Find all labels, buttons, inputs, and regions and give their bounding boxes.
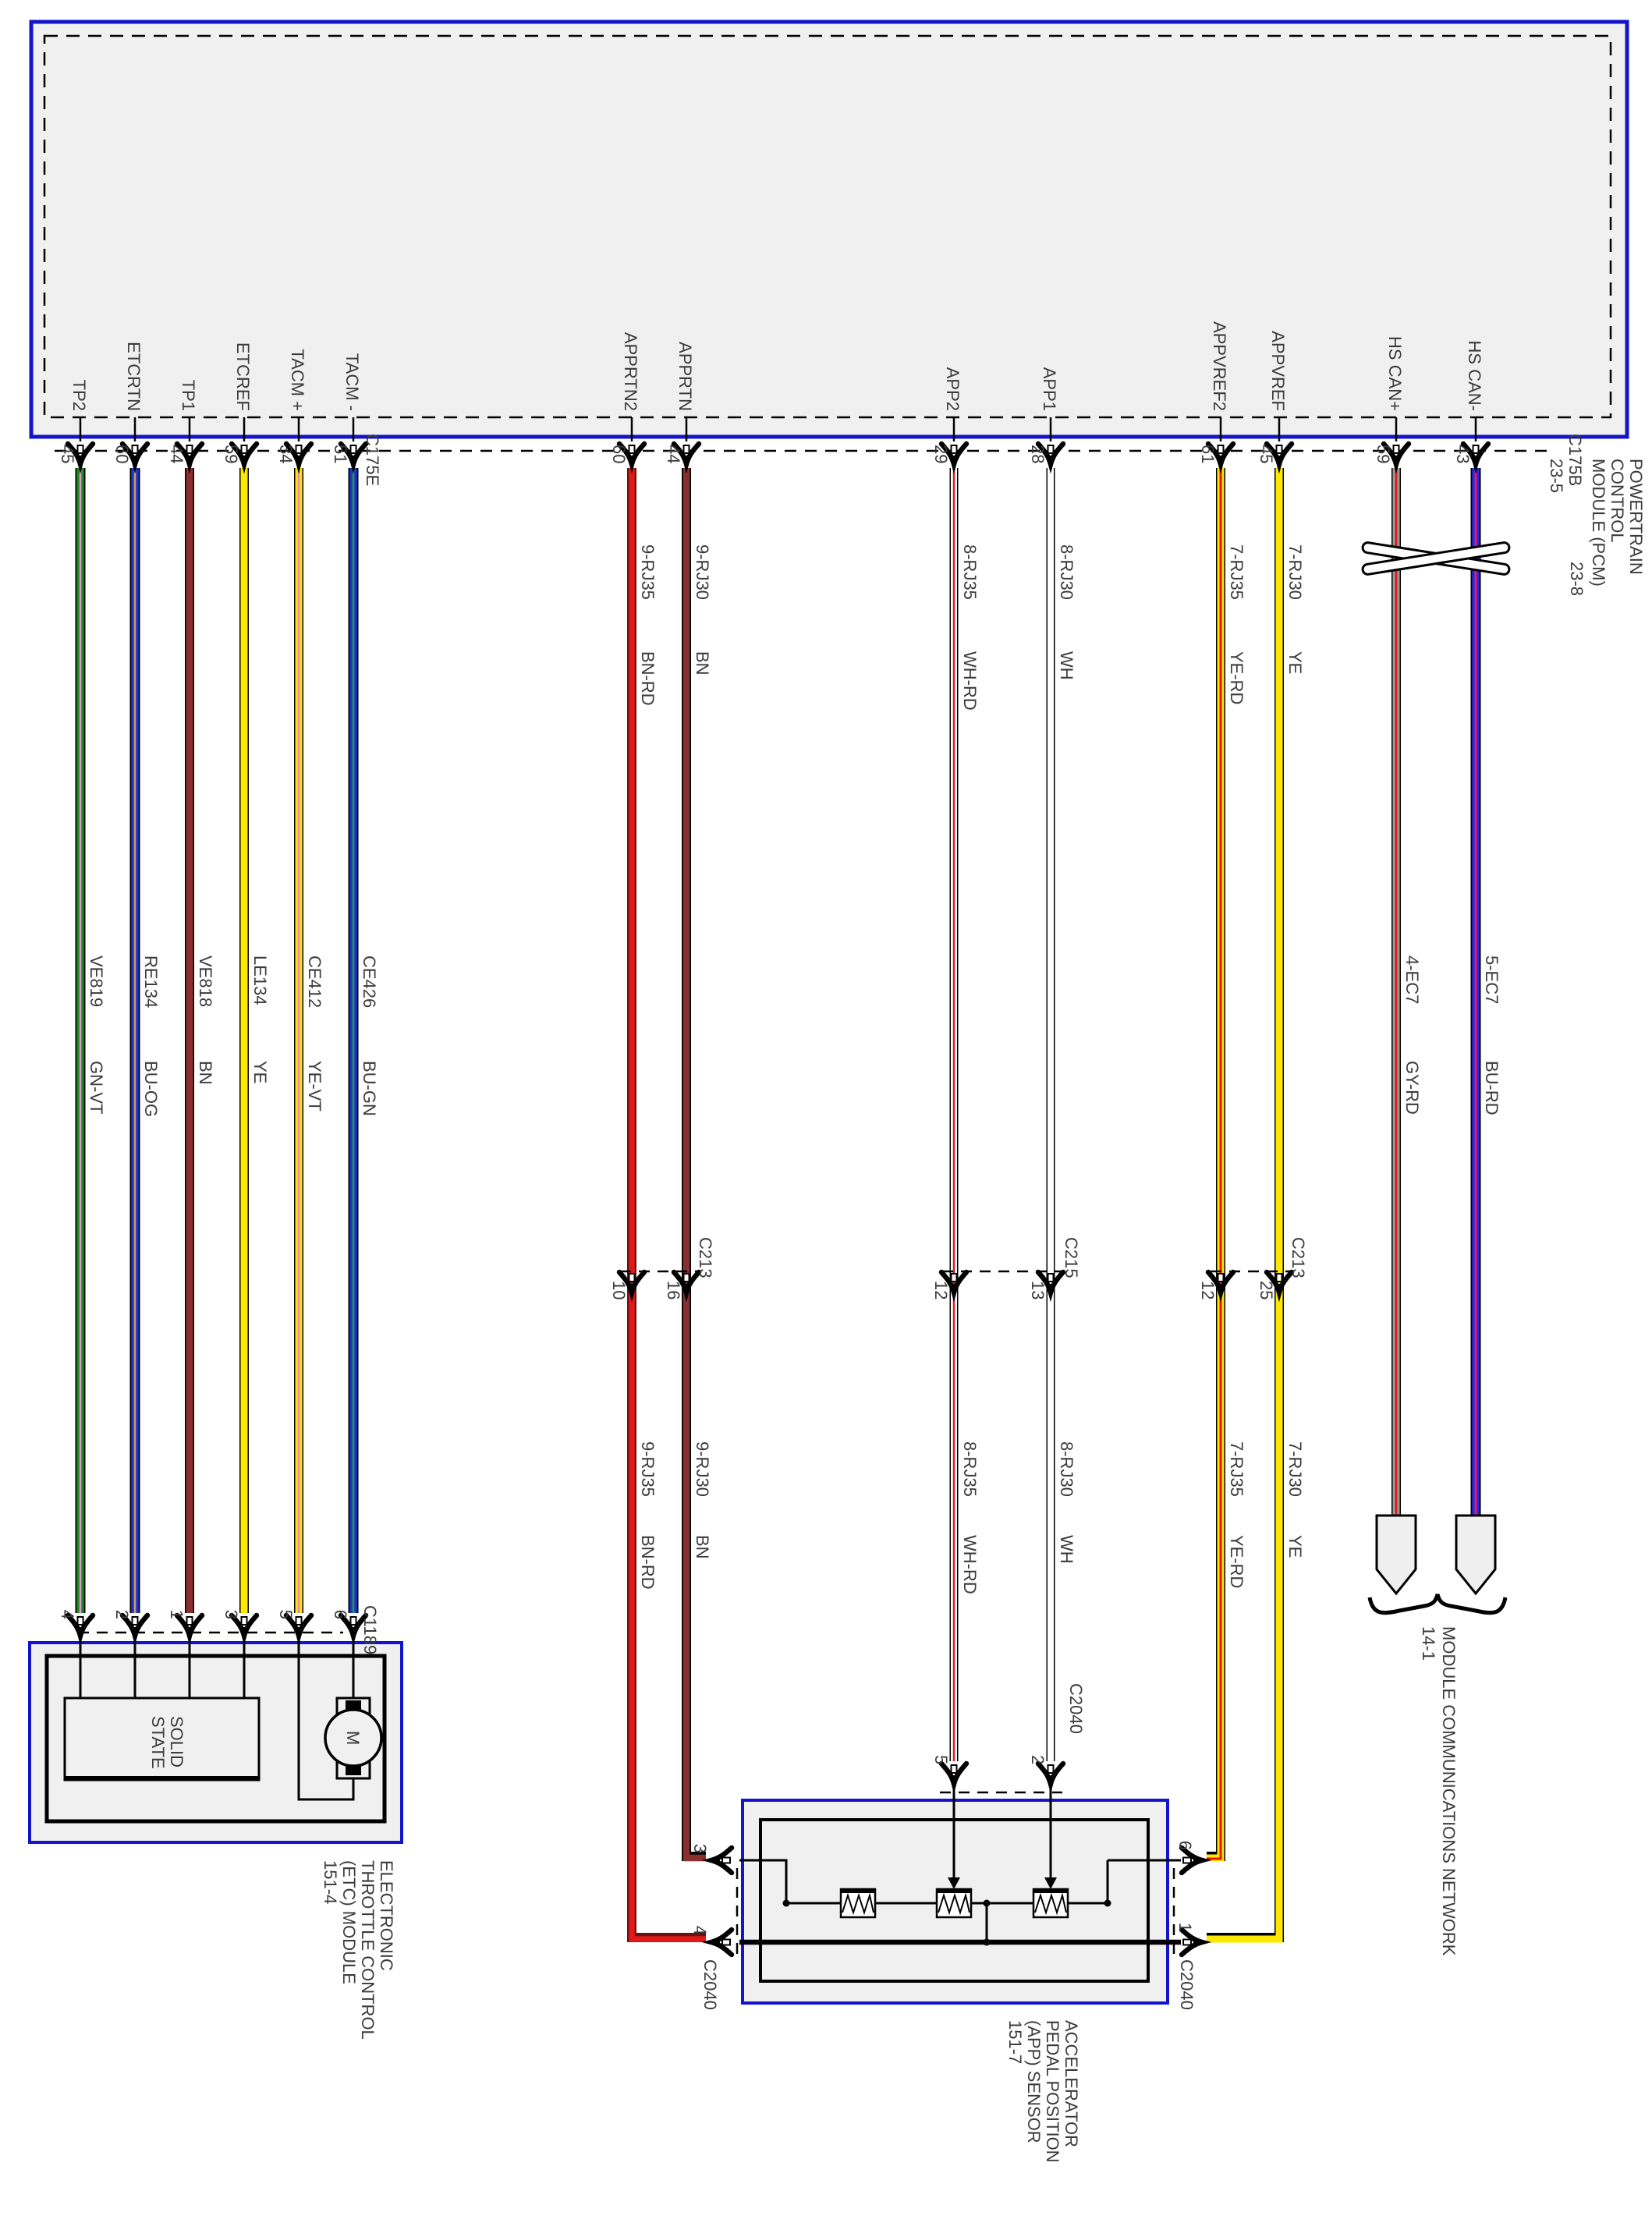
wire-circuit-label: 8-RJ30: [1057, 1441, 1076, 1497]
junction-pin-number: 12: [931, 1281, 951, 1300]
pcm-pin-number: 61: [1198, 445, 1218, 464]
pcm-pin-number: 43: [1453, 445, 1473, 464]
pcm-pin-name: TP1: [179, 379, 198, 411]
wire-color-label: BN: [196, 1061, 215, 1085]
pcm-pin-number: 45: [58, 445, 77, 464]
app-resistors: [841, 1889, 1068, 1917]
wire-9rj30-bn: [686, 468, 706, 1858]
pcm-page-ref: 23-8: [1567, 562, 1586, 597]
wire-circuit-label: 9-RJ35: [638, 544, 658, 600]
wire-color-label: BN: [693, 1535, 712, 1559]
wire-color-label: YE: [250, 1061, 270, 1084]
wire-color-label: BU-RD: [1482, 1061, 1501, 1115]
junction-connector-label: C213: [696, 1237, 715, 1278]
etc-pin-number: 2: [112, 1609, 132, 1619]
etc-pin-number: 3: [222, 1609, 241, 1619]
twisted-pair-icon: [1362, 542, 1510, 576]
wire-circuit-label: CE426: [360, 955, 379, 1009]
junction-connector-label: C215: [1062, 1237, 1081, 1278]
pcm-pin-name: TP2: [69, 379, 89, 411]
pcm-pin-name: HS CAN-: [1465, 340, 1484, 411]
app-pin-number: 2: [1028, 1755, 1048, 1765]
wire-circuit-label: VE819: [87, 955, 106, 1008]
wire-color-label: WH: [1057, 651, 1076, 680]
network-terminals: [1370, 1516, 1505, 1613]
pcm-pin-number: 60: [112, 445, 132, 464]
wire-color-label: YE: [1285, 1535, 1305, 1558]
network-title: MODULE COMMUNICATIONS NETWORK: [1439, 1626, 1459, 1956]
network-page-ref: 14-1: [1419, 1626, 1438, 1661]
pcm-pin-name: APPVREF2: [1210, 321, 1229, 411]
pcm-pin-number: 34: [276, 445, 296, 464]
connector-label-c2040-right: C2040: [1177, 1959, 1196, 2010]
wire-color-label: BU-GN: [360, 1061, 379, 1116]
junction-pin-number: 25: [1257, 1281, 1276, 1300]
connector-label-c175e: C175E: [363, 434, 382, 487]
pcm-pin-name: HS CAN+: [1385, 336, 1405, 411]
resistor-icon: [1033, 1889, 1068, 1917]
wire-labels-lower: [638, 1441, 1305, 1594]
app-pin-number: 6: [1175, 1840, 1195, 1850]
pcm-pin-name: ETCRTN: [124, 342, 144, 411]
connector-arrow: [941, 1764, 966, 1788]
junction-connector-label: C213: [1289, 1237, 1308, 1278]
network-terminal-icon: [1377, 1516, 1416, 1594]
pcm-title: [1547, 459, 1646, 596]
motor-letter: M: [343, 1731, 363, 1746]
etc-pin-number: 5: [276, 1609, 296, 1619]
connector-label-c175b: C175B: [1565, 434, 1585, 487]
wire-circuit-label: RE134: [141, 955, 161, 1009]
pcm-pin-number: 51: [331, 445, 350, 464]
etc-title-line: (ETC) MODULE: [339, 1860, 359, 1984]
app-title-line: (APP) SENSOR: [1024, 2020, 1044, 2143]
resistor-icon: [841, 1889, 875, 1917]
wire-color-label: WH: [1057, 1535, 1076, 1564]
connector-arrow: [1182, 1930, 1206, 1955]
pcm-pin-numbers: [58, 445, 1473, 463]
wire-circuit-label: 9-RJ30: [693, 544, 712, 600]
wire-color-label: WH-RD: [960, 1535, 980, 1594]
wire-circuit-label: 7-RJ35: [1227, 544, 1246, 600]
wire-circuit-label: 8-RJ35: [960, 544, 980, 600]
wire-color-label: BN-RD: [638, 651, 658, 706]
pcm-pin-name: APP1: [1040, 367, 1059, 411]
pcm-pin-name: ETCREF: [233, 342, 253, 411]
connector-label-c1189: C1189: [360, 1605, 380, 1655]
pcm-title-line: CONTROL: [1608, 459, 1627, 543]
etc-pin-number: 1: [167, 1609, 186, 1619]
etc-title-line: ELECTRONIC: [377, 1860, 396, 1971]
wire-circuit-label: CE412: [305, 955, 324, 1009]
wire-circuit-label: 7-RJ30: [1285, 544, 1305, 600]
etc-pin-number: 4: [58, 1609, 77, 1619]
pcm-pin-name: TACM -: [342, 353, 362, 411]
brace-icon: [1370, 1594, 1505, 1613]
connector-label-c2040-top: C2040: [1066, 1683, 1086, 1734]
wire-circuit-label: 5-EC7: [1482, 955, 1501, 1005]
app-pin-number: 5: [931, 1755, 951, 1765]
network-terminal-icon: [1456, 1516, 1495, 1594]
wire-circuit-label: 9-RJ30: [693, 1441, 712, 1497]
connector-arrow: [707, 1930, 732, 1955]
pcm-pin-name: APPRTN: [675, 342, 695, 411]
wire-circuit-label: 7-RJ35: [1227, 1441, 1246, 1497]
app-title-line: ACCELERATOR: [1062, 2020, 1081, 2148]
wire-circuit-label: 4-EC7: [1402, 955, 1422, 1005]
junction-c213-right: [1208, 1271, 1292, 1296]
junction-pin-number: 16: [664, 1281, 683, 1300]
wire-color-label: YE-VT: [305, 1061, 324, 1111]
etc-title-line: 151-4: [321, 1860, 340, 1905]
pcm-pin-number: 44: [664, 445, 683, 464]
etc-pin-number: 6: [331, 1609, 350, 1619]
wire-circuit-label: 7-RJ30: [1285, 1441, 1305, 1497]
pcm-pin-number: 45: [1257, 445, 1276, 464]
wire-circuit-label: VE818: [196, 955, 215, 1008]
wire-color-label: WH-RD: [960, 651, 980, 711]
connector-arrow: [707, 1848, 732, 1873]
junction-c213-left: [619, 1271, 699, 1296]
pcm-pin-name: APPRTN2: [621, 331, 640, 411]
wire-circuit-label: 8-RJ35: [960, 1441, 980, 1497]
app-pin-number: 3: [690, 1843, 710, 1853]
wire-color-label: GY-RD: [1402, 1061, 1422, 1115]
pcm-pin-name: TACM +: [288, 349, 307, 411]
network-labels: [1419, 1626, 1459, 1956]
app-pin-number: 1: [1175, 1922, 1195, 1932]
junction-pin-number: 13: [1028, 1281, 1048, 1300]
connector-label-c2040-left: C2040: [700, 1959, 720, 2010]
wire-circuit-label: 8-RJ30: [1057, 544, 1076, 600]
app-pin-number: 4: [690, 1925, 710, 1935]
wire-circuit-label: 9-RJ35: [638, 1441, 658, 1497]
wire-color-label: YE-RD: [1227, 1535, 1246, 1589]
pcm-title-line: POWERTRAIN: [1626, 459, 1646, 575]
wire-color-label: YE: [1285, 651, 1305, 675]
junction-labels: [609, 1237, 1308, 1299]
wire-color-label: GN-VT: [87, 1061, 106, 1115]
pcm-pin-name: APPVREF: [1268, 331, 1288, 411]
pcm-page-ref: 23-5: [1547, 459, 1566, 494]
app-title-line: 151-7: [1005, 2020, 1025, 2065]
junction-pin-number: 12: [1198, 1281, 1218, 1300]
wire-color-label: BN-RD: [638, 1535, 658, 1590]
wire-color-label: BU-OG: [141, 1061, 161, 1118]
pcm-title-line: MODULE (PCM): [1589, 459, 1608, 587]
pcm-pin-name: APP2: [943, 367, 962, 411]
pcm-pin-number: 60: [609, 445, 629, 464]
etc-title-line: THROTTLE CONTROL: [358, 1860, 378, 2040]
pcm-pin-number: 28: [1028, 445, 1048, 464]
pcm-pin-number: 29: [931, 445, 951, 464]
solid-state-label: SOLID: [167, 1716, 186, 1768]
app-title-line: PEDAL POSITION: [1043, 2020, 1062, 2163]
wire-circuit-label: LE134: [250, 955, 270, 1005]
connector-arrow: [1038, 1764, 1063, 1788]
pcm-pin-number: 59: [1374, 445, 1393, 464]
junction-pin-number: 10: [609, 1281, 629, 1300]
pcm-pin-number: 44: [167, 445, 186, 464]
connector-arrow: [1182, 1848, 1206, 1873]
wire-7rj35-ye-rd: [1207, 468, 1221, 1859]
solid-state-label: STATE: [148, 1716, 168, 1769]
wire-color-label: YE-RD: [1227, 651, 1246, 705]
wire-color-label: BN: [693, 651, 712, 675]
pcm-pin-number: 59: [222, 445, 241, 464]
resistor-icon: [937, 1889, 971, 1917]
